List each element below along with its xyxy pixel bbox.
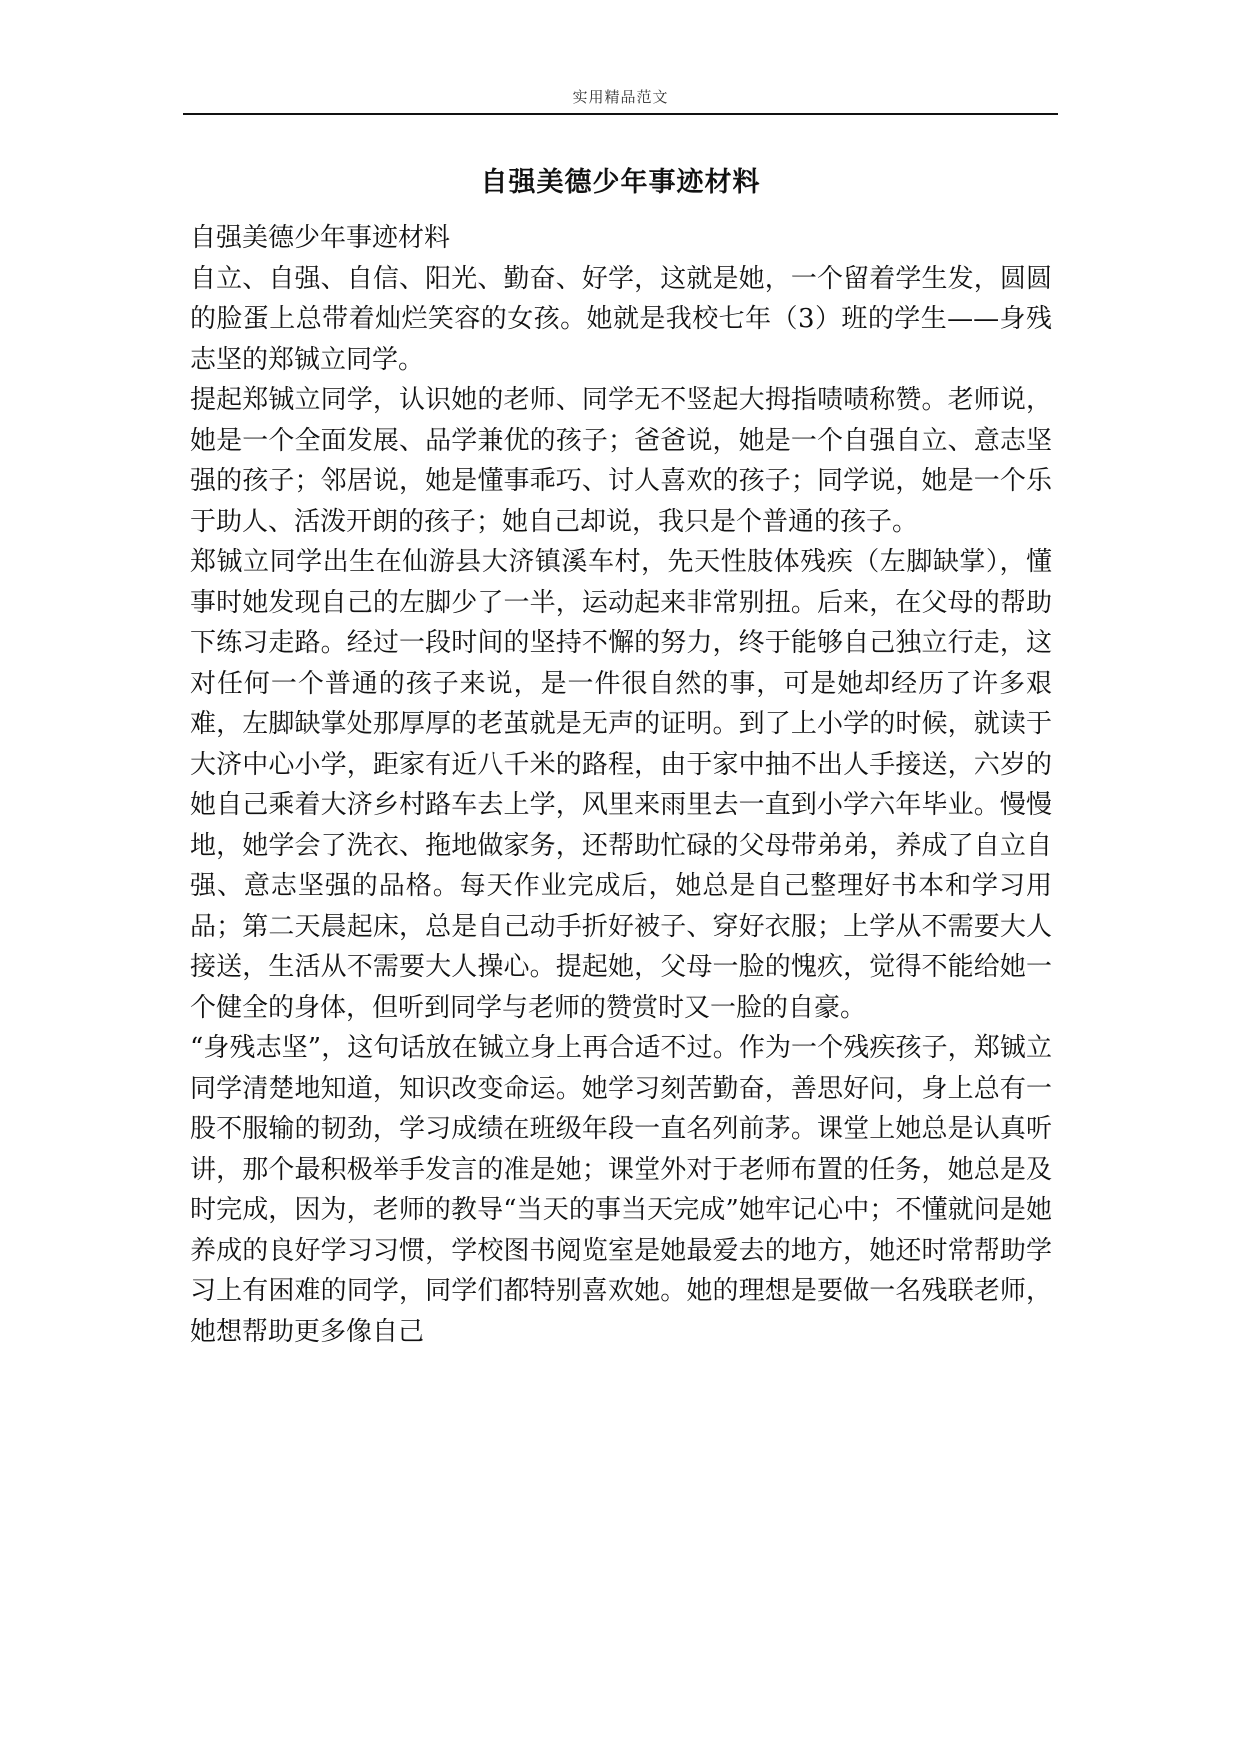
body-paragraph: 自立、自强、自信、阳光、勤奋、好学，这就是她，一个留着学生发，圆圆的脸蛋上总带着灿烂笑容的女孩。她就是我校七年（3）班的学生——身残志坚的郑铖立同学。 xyxy=(190,263,1052,375)
body-paragraph-subtitle: 自强美德少年事迹材料 xyxy=(190,223,451,253)
header-divider xyxy=(183,113,1058,115)
body-paragraph: 郑铖立同学出生在仙游县大济镇溪车村，先天性肢体残疾（左脚缺掌），懂事时她发现自己的左脚少了一半，运动起来非常别扭。后来，在父母的帮助下练习走路。经过一段时间的坚持不懈的努力，终于能够自己独立行走，这对任何一个普通的孩子来说，是一件很自然的事，可是她却经历了许多艰难，左脚缺掌处那厚厚的老茧就是无声的证明。到了上小学的时候，就读于大济中心小学，距家有近八千米的路程，由于家中抽不出人手接送，六岁的她自己乘着大济乡村路车去上学，风里来雨里去一直到小学六年毕业。慢慢地，她学会了洗衣、拖地做家务，还帮助忙碌的父母带弟弟，养成了自立自强、意志坚强的品格。每天作业完成后，她总是自己整理好书本和学习用品；第二天晨起床，总是自己动手折好被子、穿好衣服；上学从不需要大人接送，生活从不需要大人操心。提起她，父母一脸的愧疚，觉得不能给她一个健全的身体，但听到同学与老师的赞赏时又一脸的自豪。 xyxy=(190,547,1052,1023)
body-paragraph: “身残志坚”，这句话放在铖立身上再合适不过。作为一个残疾孩子，郑铖立同学清楚地知道，知识改变命运。她学习刻苦勤奋，善思好问，身上总有一股不服输的韧劲，学习成绩在班级年段一直名列前茅。课堂上她总是认真听讲，那个最积极举手发言的准是她；课堂外对于老师布置的任务，她总是及时完成，因为，老师的教导“当天的事当天完成”她牢记心中；不懂就问是她养成的良好学习习惯，学校图书阅览室是她最爱去的地方，她还时常帮助学习上有困难的同学，同学们都特别喜欢她。她的理想是要做一名残联老师，她想帮助更多像自己 xyxy=(190,1033,1052,1347)
document-body xyxy=(190,218,1052,1352)
body-paragraph: 提起郑铖立同学，认识她的老师、同学无不竖起大拇指啧啧称赞。老师说，她是一个全面发展、品学兼优的孩子；爸爸说，她是一个自强自立、意志坚强的孩子；邻居说，她是懂事乖巧、讨人喜欢的孩子；同学说，她是一个乐于助人、活泼开朗的孩子；她自己却说，我只是个普通的孩子。 xyxy=(190,385,1052,537)
document-title: 自强美德少年事迹材料 xyxy=(480,167,761,198)
page-header: 实用精品范文 xyxy=(572,88,669,106)
